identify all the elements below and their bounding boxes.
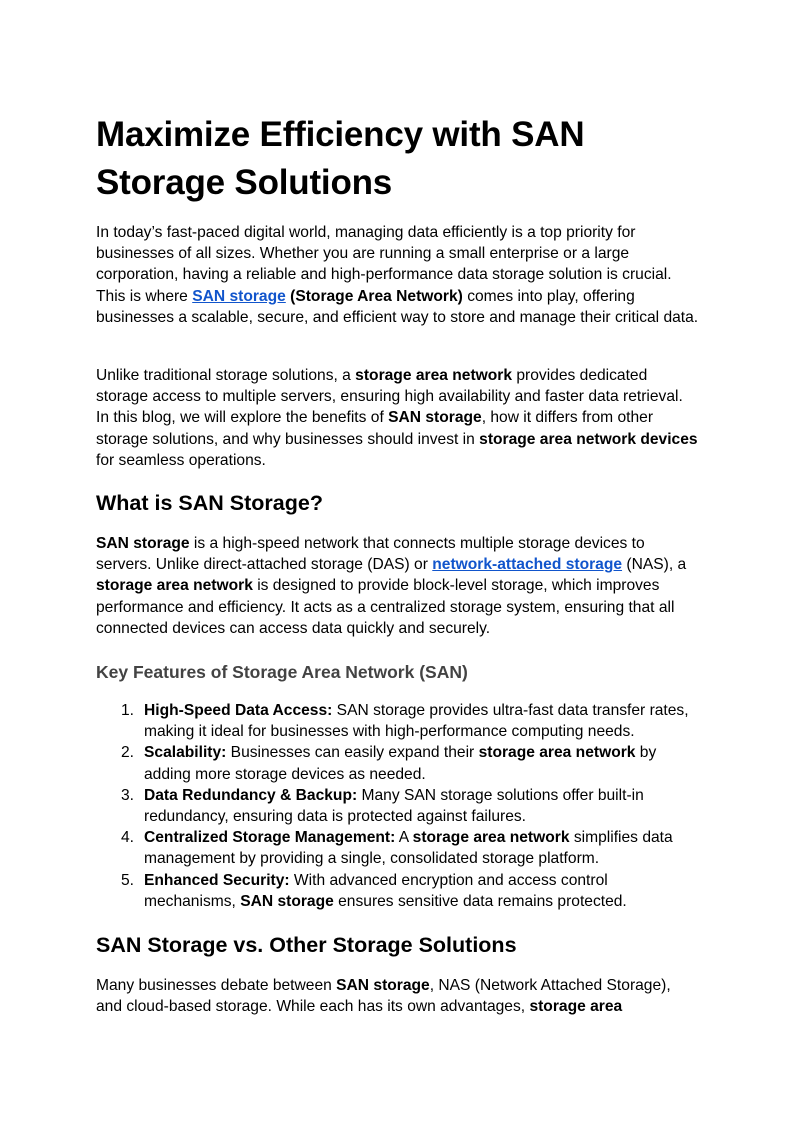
san-storage-link[interactable]: SAN storage (192, 287, 286, 305)
list-item (96, 742, 700, 784)
bold-term: storage area network (355, 367, 513, 384)
intro-text: In today’s fast-paced digital world, managing data efficiently is a top priority for businesses of all sizes. Whether you are running a small enterprise or a large corporation, having a reliable and high-performance data storage solution is crucial. This is where (96, 224, 672, 305)
page-title: Maximize Efficiency with SAN Storage Solutions (96, 115, 585, 202)
list-item (96, 785, 700, 827)
san-vs-other-paragraph (96, 975, 700, 1017)
intro-bold-text: (Storage Area Network) (285, 287, 463, 305)
what-is-san-paragraph (96, 533, 700, 639)
list-number: 5. (121, 871, 135, 889)
list-number: 1. (121, 702, 135, 719)
intro-paragraph-2 (96, 365, 700, 471)
list-number: 3. (121, 786, 135, 804)
feature-label: High-Speed Data Access: (144, 702, 333, 719)
bold-term: storage area network devices (479, 430, 698, 448)
intro-text: provides dedicated storage access to multiple servers, ensuring high availability and faster data retrieval. In this blog, we will explore the benefits of (96, 367, 683, 427)
intro-text: comes into play, offering businesses a scalable, secure, and efficient way to store and manage their critical data. (96, 287, 699, 326)
feature-label: Centralized Storage Management: (144, 829, 396, 847)
feature-label: Scalability: (144, 744, 227, 762)
list-number: 2. (121, 744, 135, 762)
bold-term: storage area network (412, 829, 570, 847)
bold-term: SAN storage (388, 409, 482, 427)
intro-paragraph-1 (96, 222, 700, 328)
feature-text: A (395, 829, 413, 847)
intro-text: for seamless operations. (96, 451, 266, 469)
features-list (96, 700, 700, 912)
bold-term: SAN storage (96, 535, 190, 552)
list-item (96, 870, 700, 912)
bold-term: SAN storage (240, 892, 334, 910)
feature-label: Enhanced Security: (144, 871, 290, 889)
body-text: (NAS), a (622, 556, 687, 574)
section-heading-what-is-san: What is SAN Storage? (96, 491, 323, 515)
bold-term: storage area network (96, 577, 253, 595)
bold-term: storage area network (478, 744, 636, 762)
feature-text: With advanced encryption and access control mechanisms, (144, 871, 608, 910)
bold-term: SAN storage (336, 977, 430, 994)
feature-text: ensures sensitive data remains protected. (333, 892, 627, 910)
list-item (96, 700, 700, 742)
bold-term: storage area (529, 998, 623, 1016)
section-heading-san-vs-other: SAN Storage vs. Other Storage Solutions (96, 933, 517, 957)
feature-text: simplifies data management by providing a single, consolidated storage platform. (144, 829, 673, 868)
feature-text: Businesses can easily expand their (226, 744, 479, 762)
list-number: 4. (121, 829, 135, 847)
intro-text: , how it differs from other storage solutions, and why businesses should invest in (96, 409, 654, 448)
feature-text: by adding more storage devices as needed. (144, 744, 657, 783)
body-text: Many businesses debate between (96, 977, 337, 994)
intro-text: Unlike traditional storage solutions, a (96, 367, 356, 384)
body-text: is a high-speed network that connects multiple storage devices to servers. Unlike direct-attached storage (DAS) or (96, 535, 645, 574)
network-attached-storage-link[interactable]: network-attached storage (432, 556, 623, 574)
feature-label: Data Redundancy & Backup: (144, 786, 358, 804)
list-item (96, 827, 700, 869)
feature-text: SAN storage provides ultra-fast data transfer rates, making it ideal for businesses with high-performance computing needs. (144, 702, 689, 741)
feature-text: Many SAN storage solutions offer built-in redundancy, ensuring data is protected against failures. (144, 786, 644, 826)
body-text: is designed to provide block-level storage, which improves performance and efficiency. It acts as a centralized storage system, ensuring that all connected devices can access data quickly and securely. (96, 577, 675, 637)
body-text: , NAS (Network Attached Storage), and cloud-based storage. While each has its own advantages, (96, 977, 671, 1016)
features-heading: Key Features of Storage Area Network (SAN) (96, 662, 468, 682)
